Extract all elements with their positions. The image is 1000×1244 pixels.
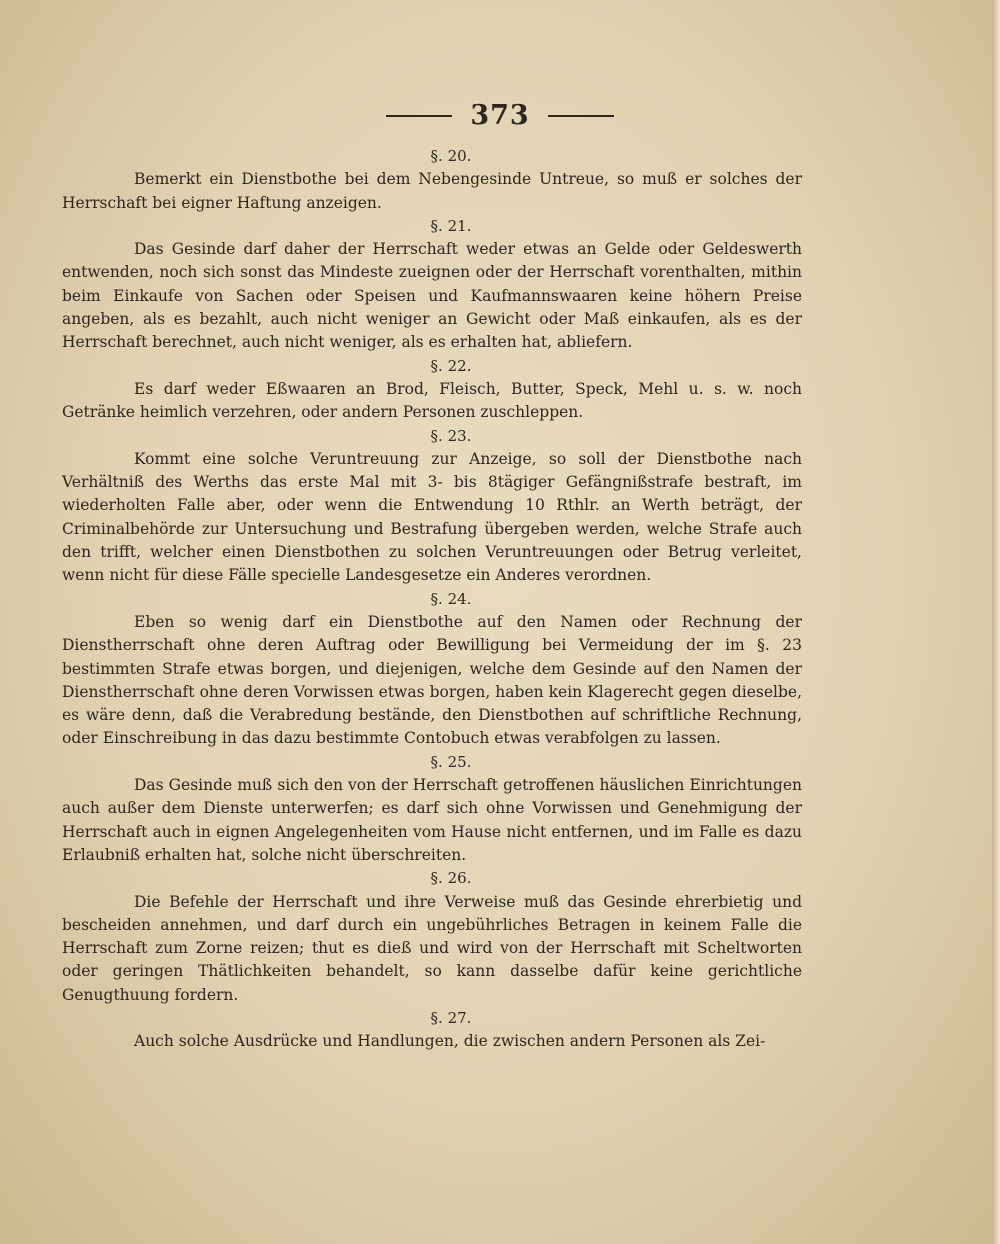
header-rule-left	[386, 115, 452, 117]
section-heading-26: §. 26.	[430, 869, 472, 888]
section-text-22: Es darf weder Eßwaaren an Brod, Fleisch, Butter, Speck, Mehl u. s. w. noch Getränke heimlich verzehren, oder andern Personen zuschleppen.	[62, 379, 802, 422]
section-text-27: Auch solche Ausdrücke und Handlungen, die zwischen andern Personen als Zei-	[134, 1032, 766, 1051]
section-heading-23: §. 23.	[430, 426, 472, 445]
section-heading-21: §. 21.	[430, 216, 472, 235]
header-rule-right	[548, 115, 614, 117]
page-header	[0, 100, 1000, 131]
section-text-26: Die Befehle der Herrschaft und ihre Verweise muß das Gesinde ehrerbietig und bescheiden annehmen, und darf durch ein ungebührliches Betragen in keinem Falle die Herrschaft zum Zorne reizen; thut es dieß und wird von der Herrschaft mit Scheltworten oder geringen Thätlichkeiten behandelt, so kann dasselbe dafür keine gerichtliche Genugthuung fordern.	[62, 892, 802, 1004]
page-edge	[992, 0, 1000, 1244]
section-text-24: Eben so wenig darf ein Dienstbothe auf den Namen oder Rechnung der Dienstherrschaft ohne deren Auftrag oder Bewilligung bei Vermeidung der im §. 23 bestimmten Strafe etwas borgen, und diejenigen, welche dem Gesinde auf den Namen der Dienstherrschaft ohne deren Vorwissen etwas borgen, haben kein Klagerecht gegen dieselbe, es wäre denn, daß die Verabredung bestände, den Dienstbothen auf schriftliche Rechnung, oder Einschreibung in das dazu bestimmte Contobuch etwas verabfolgen zu lassen.	[62, 612, 802, 748]
section-heading-25: §. 25.	[430, 752, 472, 771]
section-heading-20: §. 20.	[430, 147, 472, 165]
body-text	[62, 145, 802, 1054]
section-text-23: Kommt eine solche Veruntreuung zur Anzeige, so soll der Dienstbothe nach Verhältniß des Werths das erste Mal mit 3- bis 8tägiger Gefängnißstrafe bestraft, im wiederholten Falle aber, oder wenn die Entwendung 10 Rthlr. an Werth beträgt, der Criminalbehörde zur Untersuchung und Bestrafung übergeben werden, welche Strafe auch den trifft, welcher einen Dienstbothen zu solchen Veruntreuungen oder Betrug verleitet, wenn nicht für diese Fälle specielle Landesgesetze ein Anderes verordnen.	[62, 449, 802, 585]
section-heading-22: §. 22.	[430, 356, 472, 375]
section-heading-24: §. 24.	[430, 589, 472, 608]
section-text-20: Bemerkt ein Dienstbothe bei dem Nebengesinde Untreue, so muß er solches der Herrschaft bei eigner Haftung anzeigen.	[62, 170, 802, 212]
page-number: 373	[470, 100, 530, 131]
section-heading-27: §. 27.	[430, 1008, 472, 1027]
section-text-21: Das Gesinde darf daher der Herrschaft weder etwas an Gelde oder Geldeswerth entwenden, noch sich sonst das Mindeste zueignen oder der Herrschaft vorenthalten, mithin beim Einkaufe von Sachen oder Speisen und Kaufmannswaaren keine höhern Preise angeben, als es bezahlt, auch nicht weniger an Gewicht oder Maß einkaufen, als es der Herrschaft berechnet, auch nicht weniger, als es erhalten hat, abliefern.	[62, 240, 802, 352]
section-text-25: Das Gesinde muß sich den von der Herrschaft getroffenen häuslichen Einrichtungen auch außer dem Dienste unterwerfen; es darf sich ohne Vorwissen und Genehmigung der Herrschaft auch in eignen Angelegenheiten vom Hause nicht entfernen, und im Falle es dazu Erlaubniß erhalten hat, solche nicht überschreiten.	[62, 776, 802, 864]
